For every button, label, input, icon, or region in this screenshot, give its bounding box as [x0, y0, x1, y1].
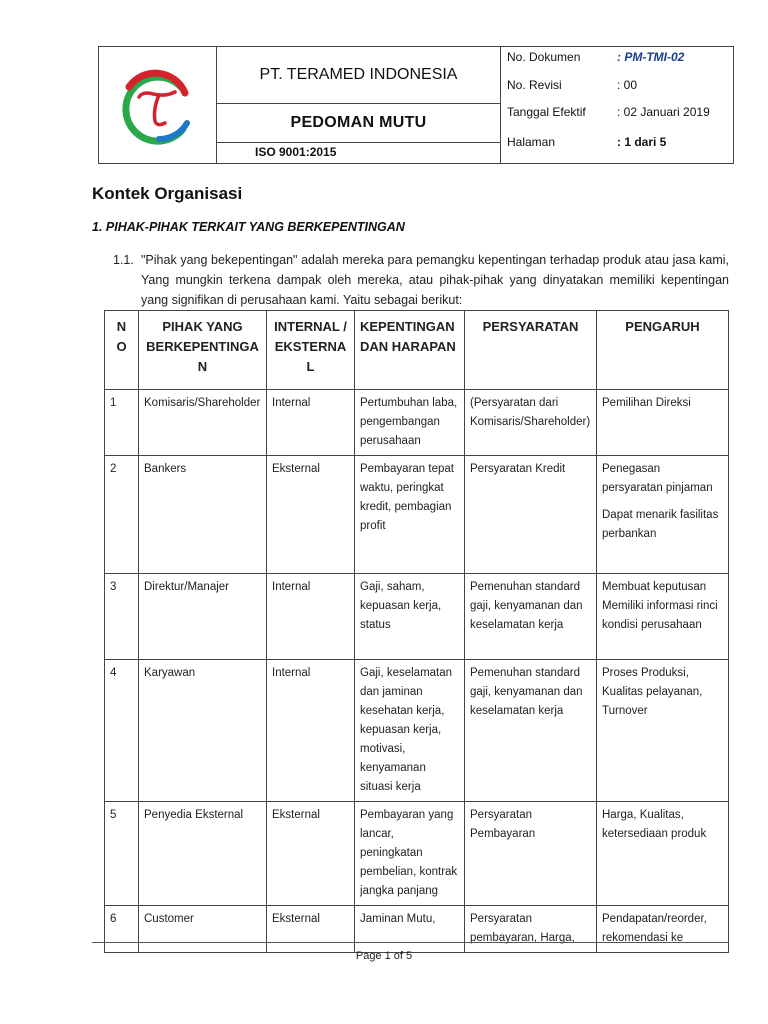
- company-logo: [99, 47, 217, 163]
- col-header-kepentingan: KEPENTINGAN DAN HARAPAN: [355, 311, 465, 390]
- cell-pengaruh: [597, 802, 729, 906]
- pengaruh-text: Proses Produksi, Kualitas pelayanan, Turnover: [602, 667, 703, 717]
- cell-no: 1: [105, 390, 139, 456]
- cell-jenis: Internal: [267, 574, 355, 660]
- cell-pengaruh: [597, 456, 729, 574]
- intro-paragraph: [113, 250, 729, 310]
- col-header-no: N O: [105, 311, 139, 390]
- cell-pihak: Karyawan: [139, 660, 267, 802]
- document-title: PEDOMAN MUTU: [217, 104, 500, 143]
- cell-no: 4: [105, 660, 139, 802]
- col-header-persyaratan: PERSYARATAN: [465, 311, 597, 390]
- cell-pihak: Bankers: [139, 456, 267, 574]
- pengaruh-text: Pendapatan/reorder, rekomendasi ke: [602, 913, 707, 944]
- cell-persyaratan: Persyaratan Kredit: [465, 456, 597, 574]
- stakeholder-table: [104, 310, 729, 953]
- cell-kepentingan: Gaji, keselamatan dan jaminan kesehatan kerja, kepuasan kerja, motivasi, kenyamanan situasi kerja: [355, 660, 465, 802]
- cell-kepentingan: Jaminan Mutu,: [355, 906, 465, 953]
- meta-value: : 02 Januari 2019: [617, 105, 710, 119]
- pengaruh-text: Pemilihan Direksi: [602, 397, 691, 409]
- footer-divider: [92, 942, 728, 943]
- meta-label: No. Revisi: [507, 78, 562, 92]
- cell-pihak: Penyedia Eksternal: [139, 802, 267, 906]
- page-title: Kontek Organisasi: [92, 184, 243, 203]
- cell-jenis: Internal: [267, 390, 355, 456]
- table-row: [105, 390, 729, 456]
- cell-jenis: Internal: [267, 660, 355, 802]
- table-header-row: [105, 311, 729, 390]
- cell-persyaratan: (Persyaratan dari Komisaris/Shareholder): [465, 390, 597, 456]
- pengaruh-text: Harga, Kualitas, ketersediaan produk: [602, 809, 707, 840]
- cell-no: 2: [105, 456, 139, 574]
- pengaruh-text: Dapat menarik fasilitas perbankan: [602, 509, 719, 540]
- cell-kepentingan: Pembayaran tepat waktu, peringkat kredit, pembagian profit: [355, 456, 465, 574]
- table-row: [105, 456, 729, 574]
- cell-no: 3: [105, 574, 139, 660]
- col-header-internal-eksternal: INTERNAL / EKSTERNA L: [267, 311, 355, 390]
- meta-label: Tanggal Efektif: [507, 105, 586, 119]
- company-name: PT. TERAMED INDONESIA: [217, 47, 500, 104]
- cell-jenis: Eksternal: [267, 456, 355, 574]
- section-heading: 1. PIHAK-PIHAK TERKAIT YANG BERKEPENTINGAN: [92, 220, 405, 234]
- cell-pengaruh: [597, 574, 729, 660]
- cell-no: 6: [105, 906, 139, 953]
- cell-pihak: Komisaris/Shareholder: [139, 390, 267, 456]
- cell-pihak: Customer: [139, 906, 267, 953]
- pengaruh-text: Membuat keputusan Memiliki informasi rinci kondisi perusahaan: [602, 581, 718, 631]
- col-header-pihak: PIHAK YANG BERKEPENTINGA N: [139, 311, 267, 390]
- cell-persyaratan: Pemenuhan standard gaji, kenyamanan dan keselamatan kerja: [465, 660, 597, 802]
- iso-standard: ISO 9001:2015: [255, 145, 337, 159]
- col-header-pengaruh: PENGARUH: [597, 311, 729, 390]
- cell-pengaruh: [597, 660, 729, 802]
- meta-label: Halaman: [507, 135, 556, 149]
- meta-label: No. Dokumen: [507, 50, 581, 64]
- meta-value: : 00: [617, 78, 638, 92]
- cell-persyaratan: Persyaratan pembayaran, Harga,: [465, 906, 597, 953]
- pengaruh-text: Penegasan persyaratan pinjaman: [602, 463, 713, 494]
- paragraph-text: "Pihak yang bekepentingan" adalah mereka para pemangku kepentingan terhadap produk atau jasa kami, Yang mungkin terkena dampak oleh mereka, atau pihak-pihak yang dinyatakan memiliki kepentingan yang signifikan di perusahaan kami. Yaitu sebagai berikut:: [141, 253, 729, 307]
- header-title-cell: [217, 47, 501, 163]
- cell-kepentingan: Pembayaran yang lancar, peningkatan pembelian, kontrak jangka panjang: [355, 802, 465, 906]
- paragraph-number: 1.1.: [113, 253, 134, 267]
- meta-value: : 1 dari 5: [617, 135, 667, 149]
- teramed-logo-icon: [99, 47, 216, 163]
- cell-pengaruh: [597, 906, 729, 953]
- cell-persyaratan: Persyaratan Pembayaran: [465, 802, 597, 906]
- cell-kepentingan: Pertumbuhan laba, pengembangan perusahaan: [355, 390, 465, 456]
- cell-kepentingan: Gaji, saham, kepuasan kerja, status: [355, 574, 465, 660]
- table-row: [105, 574, 729, 660]
- table-row: [105, 906, 729, 953]
- cell-pengaruh: [597, 390, 729, 456]
- cell-no: 5: [105, 802, 139, 906]
- cell-persyaratan: Pemenuhan standard gaji, kenyamanan dan keselamatan kerja: [465, 574, 597, 660]
- table-row: [105, 802, 729, 906]
- cell-jenis: Eksternal: [267, 906, 355, 953]
- document-header: [98, 46, 734, 164]
- page-footer: Page 1 of 5: [355, 950, 413, 962]
- cell-pihak: Direktur/Manajer: [139, 574, 267, 660]
- meta-value: : PM-TMI-02: [617, 50, 685, 64]
- table-row: [105, 660, 729, 802]
- cell-jenis: Eksternal: [267, 802, 355, 906]
